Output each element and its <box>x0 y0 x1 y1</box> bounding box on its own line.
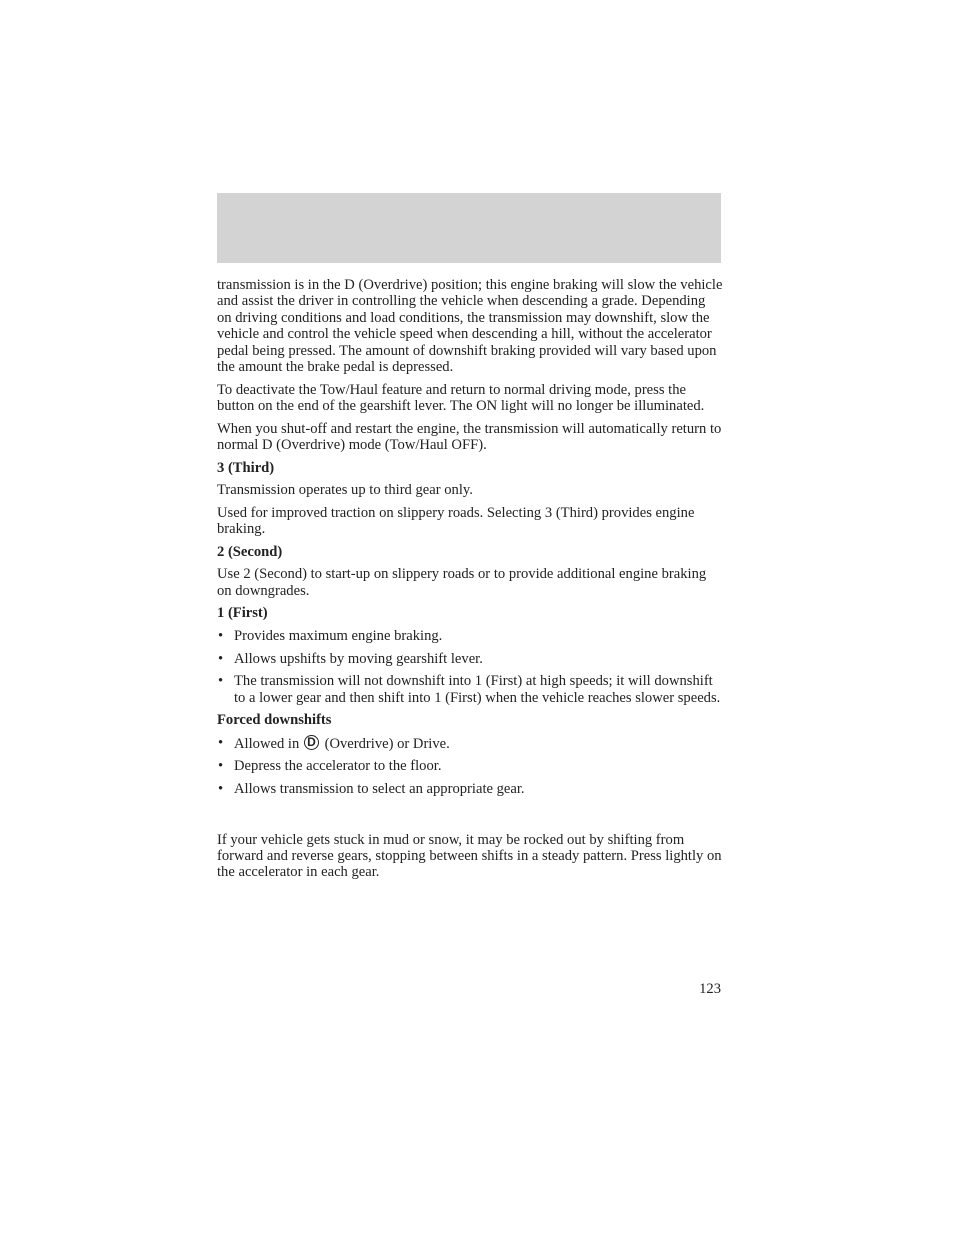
section-header-band <box>217 193 721 263</box>
list-item-text: Provides maximum engine braking. <box>234 628 443 644</box>
heading-second: 2 (Second) <box>217 543 283 560</box>
paragraph-engine-braking: transmission is in the D (Overdrive) position; this engine braking will slow the vehicle and assist the driver in controlling the vehicle when descending a grade. Depending on driving conditions and load conditions, the transmission may downshift, slow the vehicle and control the vehicle speed when descending a hill, without the accelerator pedal being pressed. The amount of downshift braking provided will vary based upon the amount the brake pedal is depressed. <box>217 277 723 376</box>
paragraph-deactivate-tow-haul: To deactivate the Tow/Haul feature and return to normal driving mode, press the button on the end of the gearshift lever. The ON light will no longer be illuminated. <box>217 381 705 415</box>
list-item <box>217 758 723 774</box>
bullet-icon: • <box>218 628 224 644</box>
paragraph-third-gear-only: Transmission operates up to third gear only. <box>217 482 473 499</box>
list-item <box>217 628 723 644</box>
list-item <box>217 673 723 706</box>
list-item-text: The transmission will not downshift into 1 (First) at high speeds; it will downshift to a lower gear and then shift into 1 (First) when the vehicle reaches slower speeds. <box>234 673 721 706</box>
overdrive-circle-icon <box>304 735 319 750</box>
paragraph-second-usage: Use 2 (Second) to start-up on slippery roads or to provide additional engine braking on downgrades. <box>217 566 707 599</box>
bullet-icon: • <box>218 758 224 775</box>
forced-downshifts-list <box>217 735 723 798</box>
heading-first: 1 (First) <box>217 605 268 622</box>
list-item <box>217 781 723 797</box>
paragraph-restart-engine: When you shut-off and restart the engine, the transmission will automatically return to normal D (Overdrive) mode (Tow/Haul OFF). <box>217 420 722 454</box>
overdrive-icon-letter: D <box>307 734 316 749</box>
heading-forced-downshifts: Forced downshifts <box>217 712 332 729</box>
list-item <box>217 651 723 667</box>
list-item-text-after: (Overdrive) or Drive. <box>324 735 450 752</box>
list-item-text: Allows upshifts by moving gearshift lever. <box>234 650 483 667</box>
bullet-icon: • <box>218 650 224 667</box>
bullet-icon: • <box>218 780 224 797</box>
section-gap <box>217 804 723 832</box>
first-gear-list <box>217 628 723 706</box>
paragraph-third-traction: Used for improved traction on slippery roads. Selecting 3 (Third) provides engine braking. <box>217 504 695 538</box>
page-content <box>217 277 723 887</box>
list-item-text-before: Allowed in <box>234 735 300 752</box>
bullet-icon: • <box>218 734 224 751</box>
paragraph-rocking-vehicle: If your vehicle gets stuck in mud or snow, it may be rocked out by shifting from forward and reverse gears, stopping between shifts in a steady pattern. Press lightly on the accelerator in each gear. <box>217 831 722 881</box>
bullet-icon: • <box>218 673 224 690</box>
page-number: 123 <box>699 981 721 997</box>
list-item-text: Depress the accelerator to the floor. <box>234 758 442 775</box>
list-item-text: Allows transmission to select an appropriate gear. <box>234 780 525 797</box>
list-item <box>217 735 723 752</box>
heading-third: 3 (Third) <box>217 459 275 476</box>
